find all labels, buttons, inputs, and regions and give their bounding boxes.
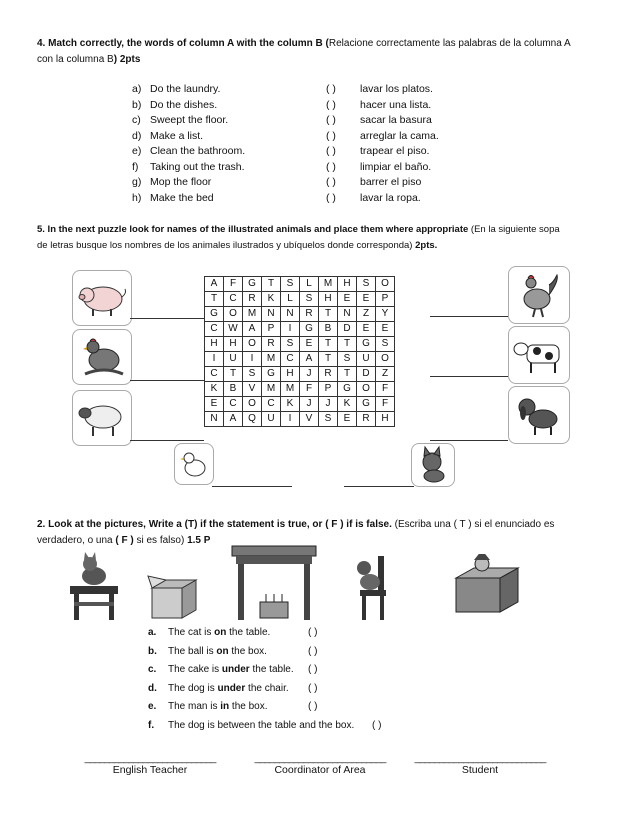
cake-under-table-picture	[228, 540, 320, 624]
grid-cell[interactable]: F	[224, 277, 243, 292]
grid-cell[interactable]: S	[300, 292, 319, 307]
grid-cell[interactable]: E	[357, 292, 376, 307]
grid-cell[interactable]: P	[262, 322, 281, 337]
sheep-picture	[72, 390, 132, 446]
grid-cell[interactable]: Y	[376, 307, 395, 322]
grid-cell[interactable]: R	[357, 412, 376, 427]
dog-icon	[509, 387, 569, 443]
grid-row	[205, 322, 395, 337]
grid-cell[interactable]: S	[357, 277, 376, 292]
grid-cell[interactable]: U	[262, 412, 281, 427]
grid-cell[interactable]: G	[205, 307, 224, 322]
tf-answer-blank[interactable]: ( )	[372, 719, 382, 731]
tf-letter: d.	[148, 682, 157, 694]
grid-cell[interactable]: K	[205, 382, 224, 397]
match-spanish: trapear el piso.	[360, 145, 430, 157]
match-spanish: lavar la ropa.	[360, 191, 421, 204]
grid-cell[interactable]: M	[243, 307, 262, 322]
match-item	[132, 98, 452, 113]
match-spanish: limpiar el baño.	[360, 160, 432, 173]
match-english: Do the laundry.	[150, 83, 221, 95]
grid-cell[interactable]: O	[357, 382, 376, 397]
grid-cell[interactable]: C	[281, 352, 300, 367]
tf-statement	[168, 643, 267, 660]
tf-item	[148, 643, 448, 660]
pig-picture	[72, 270, 132, 326]
grid-cell[interactable]: N	[338, 307, 357, 322]
grid-cell[interactable]: I	[243, 352, 262, 367]
grid-cell[interactable]: A	[300, 352, 319, 367]
rooster-icon	[509, 267, 569, 323]
q5-line2-rest: de letras busque los nombres de los animales ilustrados y ubíquelos donde corresponda)	[37, 240, 413, 251]
match-letter: e)	[132, 145, 142, 157]
student-label: Student	[461, 764, 499, 776]
grid-cell[interactable]: Q	[243, 412, 262, 427]
hen-picture	[72, 329, 132, 385]
answer-blank-hen[interactable]	[130, 380, 204, 381]
tf-bold: under	[221, 664, 250, 675]
match-english: Sweept the floor.	[150, 114, 229, 126]
grid-row	[205, 307, 395, 322]
q4-line2-bold: ) 2pts	[113, 54, 141, 65]
grid-cell[interactable]: C	[224, 397, 243, 412]
grid-cell[interactable]: T	[338, 367, 357, 382]
q5-title-bold: 5. In the next puzzle look for names of the illustrated animals and place them where appropriate	[37, 224, 469, 235]
grid-cell[interactable]: M	[281, 382, 300, 397]
tf-answer-blank[interactable]: ( )	[308, 682, 318, 694]
answer-blank-sheep[interactable]	[130, 440, 204, 441]
tf-pre: The cake is	[168, 664, 222, 675]
grid-cell[interactable]: D	[357, 367, 376, 382]
q2-line2-bold: ( F )	[115, 535, 134, 546]
grid-cell[interactable]: F	[376, 397, 395, 412]
tf-pre: The cat is	[168, 627, 215, 638]
grid-cell[interactable]: T	[224, 367, 243, 382]
grid-cell[interactable]: R	[300, 307, 319, 322]
grid-row	[205, 352, 395, 367]
grid-cell[interactable]: E	[205, 397, 224, 412]
grid-cell[interactable]: N	[205, 412, 224, 427]
grid-cell[interactable]: A	[243, 322, 262, 337]
grid-cell[interactable]: S	[281, 337, 300, 352]
grid-cell[interactable]: H	[319, 292, 338, 307]
grid-cell[interactable]: L	[300, 277, 319, 292]
tf-letter: a.	[148, 627, 157, 638]
grid-cell[interactable]: J	[319, 397, 338, 412]
man-in-box-picture	[452, 554, 524, 616]
tf-item	[148, 624, 448, 641]
grid-cell[interactable]: A	[224, 412, 243, 427]
grid-cell[interactable]: E	[338, 412, 357, 427]
tf-statement	[168, 717, 354, 734]
match-spanish: sacar la basura	[360, 114, 432, 126]
answer-blank-rooster[interactable]	[430, 316, 508, 317]
answer-blank-chick[interactable]	[212, 486, 292, 487]
tf-item	[148, 698, 448, 715]
grid-cell[interactable]: L	[281, 292, 300, 307]
match-letter: g)	[132, 176, 142, 188]
grid-cell[interactable]: G	[357, 397, 376, 412]
grid-cell[interactable]: K	[281, 397, 300, 412]
grid-cell[interactable]: T	[319, 352, 338, 367]
grid-cell[interactable]: Z	[357, 307, 376, 322]
tf-post: the chair.	[245, 682, 289, 694]
tf-bold: on	[216, 645, 229, 657]
tf-answer-blank[interactable]: ( )	[308, 701, 318, 712]
grid-cell[interactable]: H	[281, 367, 300, 382]
tf-letter: b.	[148, 645, 157, 657]
grid-cell[interactable]: B	[319, 322, 338, 337]
rooster-picture	[508, 266, 570, 324]
tf-statement	[168, 680, 289, 697]
match-item	[132, 129, 452, 144]
word-search-grid	[204, 276, 395, 427]
grid-cell[interactable]: G	[243, 277, 262, 292]
q2-line2-rest2: si es falso)	[133, 535, 185, 546]
grid-cell[interactable]: J	[300, 367, 319, 382]
tf-post: the box.	[229, 701, 268, 712]
sheep-icon	[73, 391, 131, 445]
grid-cell[interactable]: F	[376, 382, 395, 397]
grid-cell[interactable]: U	[357, 352, 376, 367]
q4-title-bold: 4. Match correctly, the words of column A with the column B (	[37, 38, 329, 49]
grid-cell[interactable]: H	[338, 277, 357, 292]
coordinator-label: Coordinator of Area	[274, 764, 366, 776]
grid-cell[interactable]: P	[319, 382, 338, 397]
coordinator-signature	[250, 752, 390, 776]
grid-cell[interactable]: P	[376, 292, 395, 307]
teacher-label: English Teacher	[112, 764, 188, 776]
q5-line2-bold: 2pts.	[412, 240, 438, 251]
match-item	[132, 191, 452, 206]
match-answer-blank[interactable]: ( )	[326, 83, 336, 95]
q2-line2-rest: verdadero, o una	[37, 535, 116, 546]
chick-icon	[175, 444, 213, 484]
tf-post: the table.	[226, 627, 271, 638]
answer-blank-cat[interactable]	[344, 486, 414, 487]
grid-cell[interactable]: G	[338, 382, 357, 397]
grid-row	[205, 397, 395, 412]
grid-cell[interactable]: I	[281, 322, 300, 337]
grid-cell[interactable]: S	[319, 412, 338, 427]
answer-blank-dog[interactable]	[430, 440, 508, 441]
match-answer-blank[interactable]: ( )	[326, 145, 336, 157]
grid-cell[interactable]: V	[243, 382, 262, 397]
grid-cell[interactable]: R	[243, 292, 262, 307]
pig-icon	[73, 271, 131, 325]
ball-box-picture	[146, 572, 202, 622]
match-item	[132, 82, 452, 97]
grid-cell[interactable]: O	[376, 277, 395, 292]
match-letter: c)	[132, 114, 141, 126]
match-spanish: barrer el piso	[360, 176, 422, 188]
tf-bold: on	[214, 627, 227, 638]
grid-cell[interactable]: C	[205, 367, 224, 382]
grid-cell[interactable]: S	[338, 352, 357, 367]
match-answer-blank[interactable]: ( )	[326, 191, 336, 204]
grid-row	[205, 292, 395, 307]
grid-cell[interactable]: N	[262, 307, 281, 322]
grid-cell[interactable]: V	[300, 412, 319, 427]
tf-bold: in	[220, 701, 230, 712]
q2-line2-bold2: 1.5 P	[184, 535, 211, 546]
match-letter: f)	[132, 160, 139, 173]
dog-picture	[508, 386, 570, 444]
cow-icon	[509, 327, 569, 383]
tf-statement	[168, 624, 270, 641]
answer-blank-pig[interactable]	[130, 318, 204, 319]
grid-cell[interactable]: R	[319, 367, 338, 382]
match-english: Make the bed	[150, 191, 214, 204]
tf-pre: The ball is	[168, 645, 217, 657]
grid-cell[interactable]: F	[300, 382, 319, 397]
tf-letter: c.	[148, 664, 157, 675]
q4-title-rest: Relacione correctamente las palabras de la columna A	[328, 38, 571, 49]
match-spanish: arreglar la cama.	[360, 129, 439, 142]
grid-cell[interactable]: W	[224, 322, 243, 337]
tf-letter: e.	[148, 701, 157, 712]
q2-title-bold: 2. Look at the pictures, Write a (T) if the statement is true, or ( F ) if is false.	[37, 519, 392, 530]
grid-cell[interactable]: T	[319, 307, 338, 322]
grid-cell[interactable]: S	[243, 367, 262, 382]
dog-chair-picture	[348, 552, 406, 624]
grid-row	[205, 412, 395, 427]
tf-item	[148, 661, 448, 678]
match-english: Make a list.	[150, 129, 204, 142]
tf-pre: The dog is between the table and the box.	[168, 719, 355, 731]
match-item	[132, 160, 452, 175]
match-letter: b)	[132, 98, 142, 111]
match-letter: h)	[132, 191, 142, 204]
grid-cell[interactable]: N	[281, 307, 300, 322]
grid-cell[interactable]: K	[338, 397, 357, 412]
match-letter: a)	[132, 83, 142, 95]
grid-cell[interactable]: D	[338, 322, 357, 337]
match-spanish: hacer una lista.	[360, 98, 432, 111]
match-answer-blank[interactable]: ( )	[326, 129, 336, 142]
grid-cell[interactable]: J	[300, 397, 319, 412]
tf-item	[148, 680, 448, 697]
tf-answer-blank[interactable]: ( )	[308, 664, 318, 675]
grid-cell[interactable]: U	[224, 352, 243, 367]
tf-answer-blank[interactable]: ( )	[308, 645, 318, 657]
teacher-signature-line[interactable]: ___________________________	[84, 752, 216, 764]
match-english: Do the dishes.	[150, 98, 218, 111]
q4-heading	[37, 36, 607, 68]
grid-cell[interactable]: O	[243, 397, 262, 412]
tf-pre: The man is	[168, 701, 221, 712]
coordinator-signature-line[interactable]: ___________________________	[254, 752, 386, 764]
grid-cell[interactable]: O	[376, 352, 395, 367]
grid-cell[interactable]: S	[376, 337, 395, 352]
grid-cell[interactable]: H	[205, 337, 224, 352]
grid-cell[interactable]: S	[281, 277, 300, 292]
grid-cell[interactable]: T	[338, 337, 357, 352]
tf-item	[148, 717, 448, 734]
q5-title-rest: (En la siguiente sopa	[468, 224, 560, 235]
tf-statement	[168, 661, 294, 678]
grid-row	[205, 367, 395, 382]
q4-line2-rest: con la columna B	[37, 54, 114, 65]
grid-cell[interactable]: G	[262, 367, 281, 382]
grid-cell[interactable]: E	[300, 337, 319, 352]
grid-cell[interactable]: C	[205, 322, 224, 337]
match-item	[132, 113, 452, 128]
tf-post: the box.	[228, 645, 267, 657]
tf-post: the table.	[249, 664, 294, 675]
q5-heading	[37, 222, 617, 254]
tf-answer-blank[interactable]: ( )	[308, 627, 318, 638]
match-spanish: lavar los platos.	[360, 83, 433, 95]
q2-title-rest: (Escriba una ( T ) si el enunciado es	[391, 519, 555, 530]
grid-row	[205, 277, 395, 292]
tf-statement	[168, 698, 268, 715]
grid-cell[interactable]: E	[338, 292, 357, 307]
match-letter: d)	[132, 129, 142, 142]
grid-cell[interactable]: M	[262, 352, 281, 367]
grid-cell[interactable]: G	[300, 322, 319, 337]
cat-icon	[412, 444, 454, 486]
cow-picture	[508, 326, 570, 384]
teacher-signature	[80, 752, 220, 776]
grid-cell[interactable]: K	[262, 292, 281, 307]
match-item	[132, 144, 452, 159]
grid-cell[interactable]: T	[319, 337, 338, 352]
match-answer-blank[interactable]: ( )	[326, 176, 336, 188]
match-english: Taking out the trash.	[150, 160, 245, 173]
match-answer-blank[interactable]: ( )	[326, 98, 336, 111]
answer-blank-cow[interactable]	[430, 376, 508, 377]
grid-cell[interactable]: O	[224, 307, 243, 322]
grid-row	[205, 337, 395, 352]
student-signature	[410, 752, 550, 776]
grid-row	[205, 382, 395, 397]
grid-cell[interactable]: E	[357, 322, 376, 337]
grid-cell[interactable]: R	[262, 337, 281, 352]
grid-cell[interactable]: G	[357, 337, 376, 352]
grid-cell[interactable]: M	[262, 382, 281, 397]
tf-pre: The dog is	[168, 682, 218, 694]
grid-cell[interactable]: C	[224, 292, 243, 307]
grid-cell[interactable]: C	[262, 397, 281, 412]
q2-heading	[37, 517, 617, 549]
grid-cell[interactable]: I	[281, 412, 300, 427]
grid-cell[interactable]: T	[205, 292, 224, 307]
cat-on-table-picture	[62, 552, 126, 626]
grid-cell[interactable]: T	[262, 277, 281, 292]
match-item	[132, 175, 452, 190]
grid-cell[interactable]: M	[319, 277, 338, 292]
match-english: Mop the floor	[150, 176, 212, 188]
grid-cell[interactable]: I	[205, 352, 224, 367]
student-signature-line[interactable]: ___________________________	[414, 752, 546, 764]
match-answer-blank[interactable]: ( )	[326, 114, 336, 126]
grid-cell[interactable]: H	[376, 412, 395, 427]
grid-cell[interactable]: Z	[376, 367, 395, 382]
match-english: Clean the bathroom.	[150, 145, 246, 157]
grid-cell[interactable]: E	[376, 322, 395, 337]
grid-cell[interactable]: O	[243, 337, 262, 352]
chick-picture	[174, 443, 214, 485]
grid-cell[interactable]: H	[224, 337, 243, 352]
tf-bold: under	[217, 682, 246, 694]
match-answer-blank[interactable]: ( )	[326, 160, 336, 173]
grid-cell[interactable]: B	[224, 382, 243, 397]
cat-picture	[411, 443, 455, 487]
tf-letter: f.	[148, 719, 155, 731]
grid-cell[interactable]: A	[205, 277, 224, 292]
hen-icon	[73, 330, 131, 384]
